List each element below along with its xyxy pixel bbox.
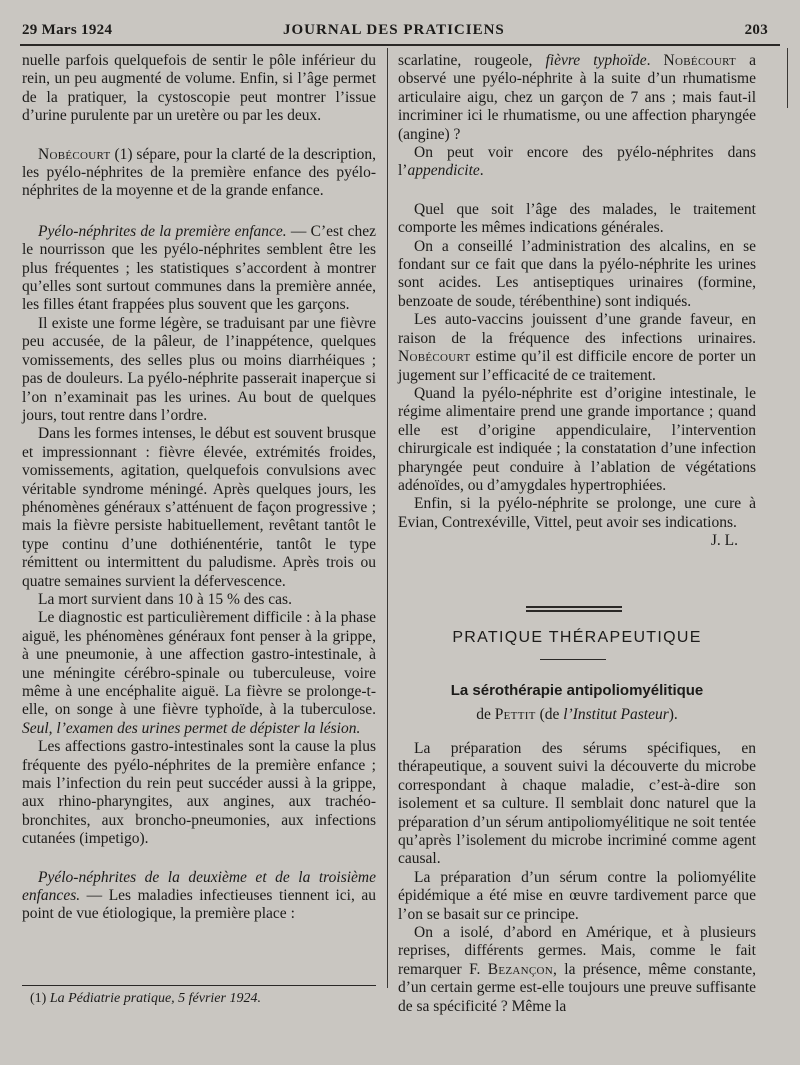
article-body — [398, 740, 756, 1016]
paragraph: Enfin, si la pyélo-néphrite se prolonge, une cure à Evian, Contrexéville, Vittel, peut avoir ses indications. — [398, 495, 756, 531]
footnote-text: La Pédiatrie pratique, 5 février 1924. — [49, 991, 261, 1006]
author-name: Nobécourt — [38, 145, 111, 163]
emphasis-text: Seul, l’examen des urines permet de dépister la lésion. — [22, 719, 361, 737]
paragraph — [398, 311, 756, 385]
article-byline — [398, 706, 756, 724]
paragraph — [22, 146, 376, 201]
article-title: La sérothérapie antipoliomyélitique — [450, 682, 704, 699]
left-column — [22, 52, 376, 924]
institution-name: l’Institut Pasteur — [563, 706, 669, 723]
paragraph-text: estime qu’il est difficile encore de porter un jugement sur l’efficacité de ce traitement. — [398, 348, 756, 384]
subsection-heading: Pyélo-néphrites de la deuxième et de la troisième enfances. — [22, 868, 376, 905]
paragraph-text: . — [479, 162, 484, 180]
paragraph: Quand la pyélo-néphrite est d’origine intestinale, le régime alimentaire prend une grande importance ; quand elle est d’origine appendiculaire, l’intervention chirurgicale est indiquée ; la constatation d’une infection pharyngée peut conduire à l’ablation de végétations adénoïdes, ou d’amygdales hypertrophiées. — [398, 384, 756, 494]
subsection-heading: Pyélo-néphrites de la première enfance. — [38, 222, 287, 240]
journal-title: JOURNAL DES PRATICIENS — [283, 22, 505, 38]
emphasis-text: appendicite — [407, 162, 480, 180]
paragraph: La préparation des sérums spécifiques, en thérapeutique, a souvent suivi la découverte du microbe correspondant à chaque maladie, c’est-à-dire son isolement et sa culture. Il semblait donc naturel que la préparation d’un sérum antipoliomyélitique ne soit tentée qu’après l’isolement du microbe incriminé comme agent causal. — [398, 740, 756, 868]
section-double-rule — [526, 606, 622, 614]
author-name: Nobécourt — [398, 348, 471, 366]
paragraph: La mort survient dans 10 à 15 % des cas. — [38, 590, 292, 608]
byline-text: (de — [535, 706, 564, 723]
footnote-rule — [22, 985, 376, 986]
running-header — [0, 0, 800, 46]
paragraph: Les affections gastro-intestinales sont la cause la plus fréquente des pyélo-néphrites de la première enfance ; mais l’infection du rein peut succéder aussi à la grippe, aux rhino-pharyngites, aux angines, aux trachéo-bronchites, aux broncho-pneumonies, aux infections cutanées (impetigo). — [22, 738, 376, 848]
footnote-number: (1) — [30, 991, 47, 1006]
paragraph-text: (1) sépare, pour la clarté de la description, les pyélo-néphrites de la première enfance des pyélo-néphrites de la moyenne et de la grande enfance. — [22, 145, 376, 200]
paragraph-text: Les auto-vaccins jouissent d’une grande faveur, en raison de la fréquence des infections urinaires. — [398, 311, 756, 347]
paragraph-text: . — [646, 52, 664, 69]
paragraph: La préparation d’un sérum contre la poliomyélite épidémique a été mise en œuvre tardivement parce que l’on se basait sur ce principe. — [398, 868, 756, 923]
title-rule — [540, 659, 606, 660]
author-name: Bezançon — [487, 960, 554, 978]
byline-text: de — [476, 706, 495, 723]
right-column — [398, 52, 756, 551]
paragraph: Il existe une forme légère, se traduisant par une fièvre peu accusée, de la pâleur, de l’inappétence, quelques vomissements, des selles plus ou moins diarrhéiques ; pas de douleurs. La pyélo-néphrite passerait inaperçue si l’on n’examinait pas les urines. Au bout de quelques jours, tout rentre dans l’ordre. — [22, 314, 376, 424]
subsection-paragraph — [22, 869, 376, 924]
header-rule — [20, 44, 780, 46]
paragraph-text: a observé une pyélo-néphrite à la suite d’un rhumatisme articulaire aigu, chez un garçon de 7 ans ; mais faut-il incriminer ici le rhumatisme, ou une affection pharyngée (angine) ? — [398, 52, 756, 143]
page-number: 203 — [744, 22, 768, 38]
signature: J. L. — [710, 532, 738, 550]
header-date: 29 Mars 1924 — [22, 22, 113, 38]
paragraph: nuelle parfois quelquefois de sentir le pôle inférieur du rein, un peu augmenté de volume. Enfin, si l’âge permet de la pratiquer, la cystoscopie peut montrer l’issue d’urine purulente par un uretère ou par les deux. — [22, 52, 376, 125]
paragraph-text: On a isolé, d’abord en Amérique, et à plusieurs reprises, différents germes. Mais, comme le fait remarquer F. — [398, 924, 756, 978]
paragraph: Quel que soit l’âge des malades, le traitement comporte les mêmes indications générales. — [398, 200, 756, 237]
author-name: Nobécourt — [663, 52, 737, 69]
column-divider — [387, 48, 388, 988]
paragraph-text: On peut voir encore des pyélo-néphrites dans l’ — [398, 144, 756, 180]
paragraph-text: scarlatine, rougeole, — [398, 52, 546, 69]
paragraph — [398, 924, 756, 1016]
paragraph: Dans les formes intenses, le début est souvent brusque et impressionnant : fièvre élevée, extrémités froides, vomissements, agitation, quelquefois convulsions avec véritable syndrome méningé. Après quelques jours, les phénomènes généraux s’atténuent de façon progressive ; mais la fièvre persiste habituellement, revêtant tantôt le type continu d’une dothiénentérie, tantôt le type rémittent ou intermittent du paludisme. Après trois ou quatre semaines survient la défervescence. — [22, 425, 376, 590]
paragraph-text: — C’est chez le nourrisson que les pyélo-néphrites semblent être les plus fréquentes ; les statistiques s’accordent à montrer qu’elles sont surtout communes dans la première année, les filles étant frappées plus souvent que les garçons. — [22, 222, 376, 314]
paragraph-text: — Les maladies infectieuses tiennent ici, au point de vue étiologique, la première place : — [22, 887, 376, 923]
emphasis-text: fièvre typhoïde — [545, 52, 647, 69]
paragraph-text: Le diagnostic est particulièrement difficile : à la phase aiguë, les phénomènes généraux font penser à la grippe, à une pneumonie, à une affection gastro-intestinale, à une méningite cérébro-spinale ou tuberculeuse, voire même à une encéphalite aiguë. La fièvre se prolonge-t-elle, on songe à une fièvre typhoïde, à la tuberculose. — [22, 609, 376, 719]
footnote — [30, 991, 261, 1007]
section-title: PRATIQUE THÉRAPEUTIQUE — [452, 629, 702, 646]
paragraph: On a conseillé l’administration des alcalins, en se fondant sur ce fait que dans la pyélo-néphrite les urines sont acides. Les antiseptiques urinaires (formine, benzoate de soude, térébenthine) sont indiqués. — [398, 237, 756, 310]
paragraph — [398, 52, 756, 144]
author-name: Pettit — [494, 706, 536, 723]
paragraph-text: , la présence, même constante, d’un certain germe est-elle toujours une preuve suffisante de sa spécificité ? Même la — [398, 960, 756, 1015]
paragraph — [398, 144, 756, 181]
paragraph — [22, 609, 376, 738]
right-edge-rule — [787, 48, 788, 108]
byline-text: ). — [668, 706, 678, 723]
subsection-paragraph — [22, 223, 376, 315]
